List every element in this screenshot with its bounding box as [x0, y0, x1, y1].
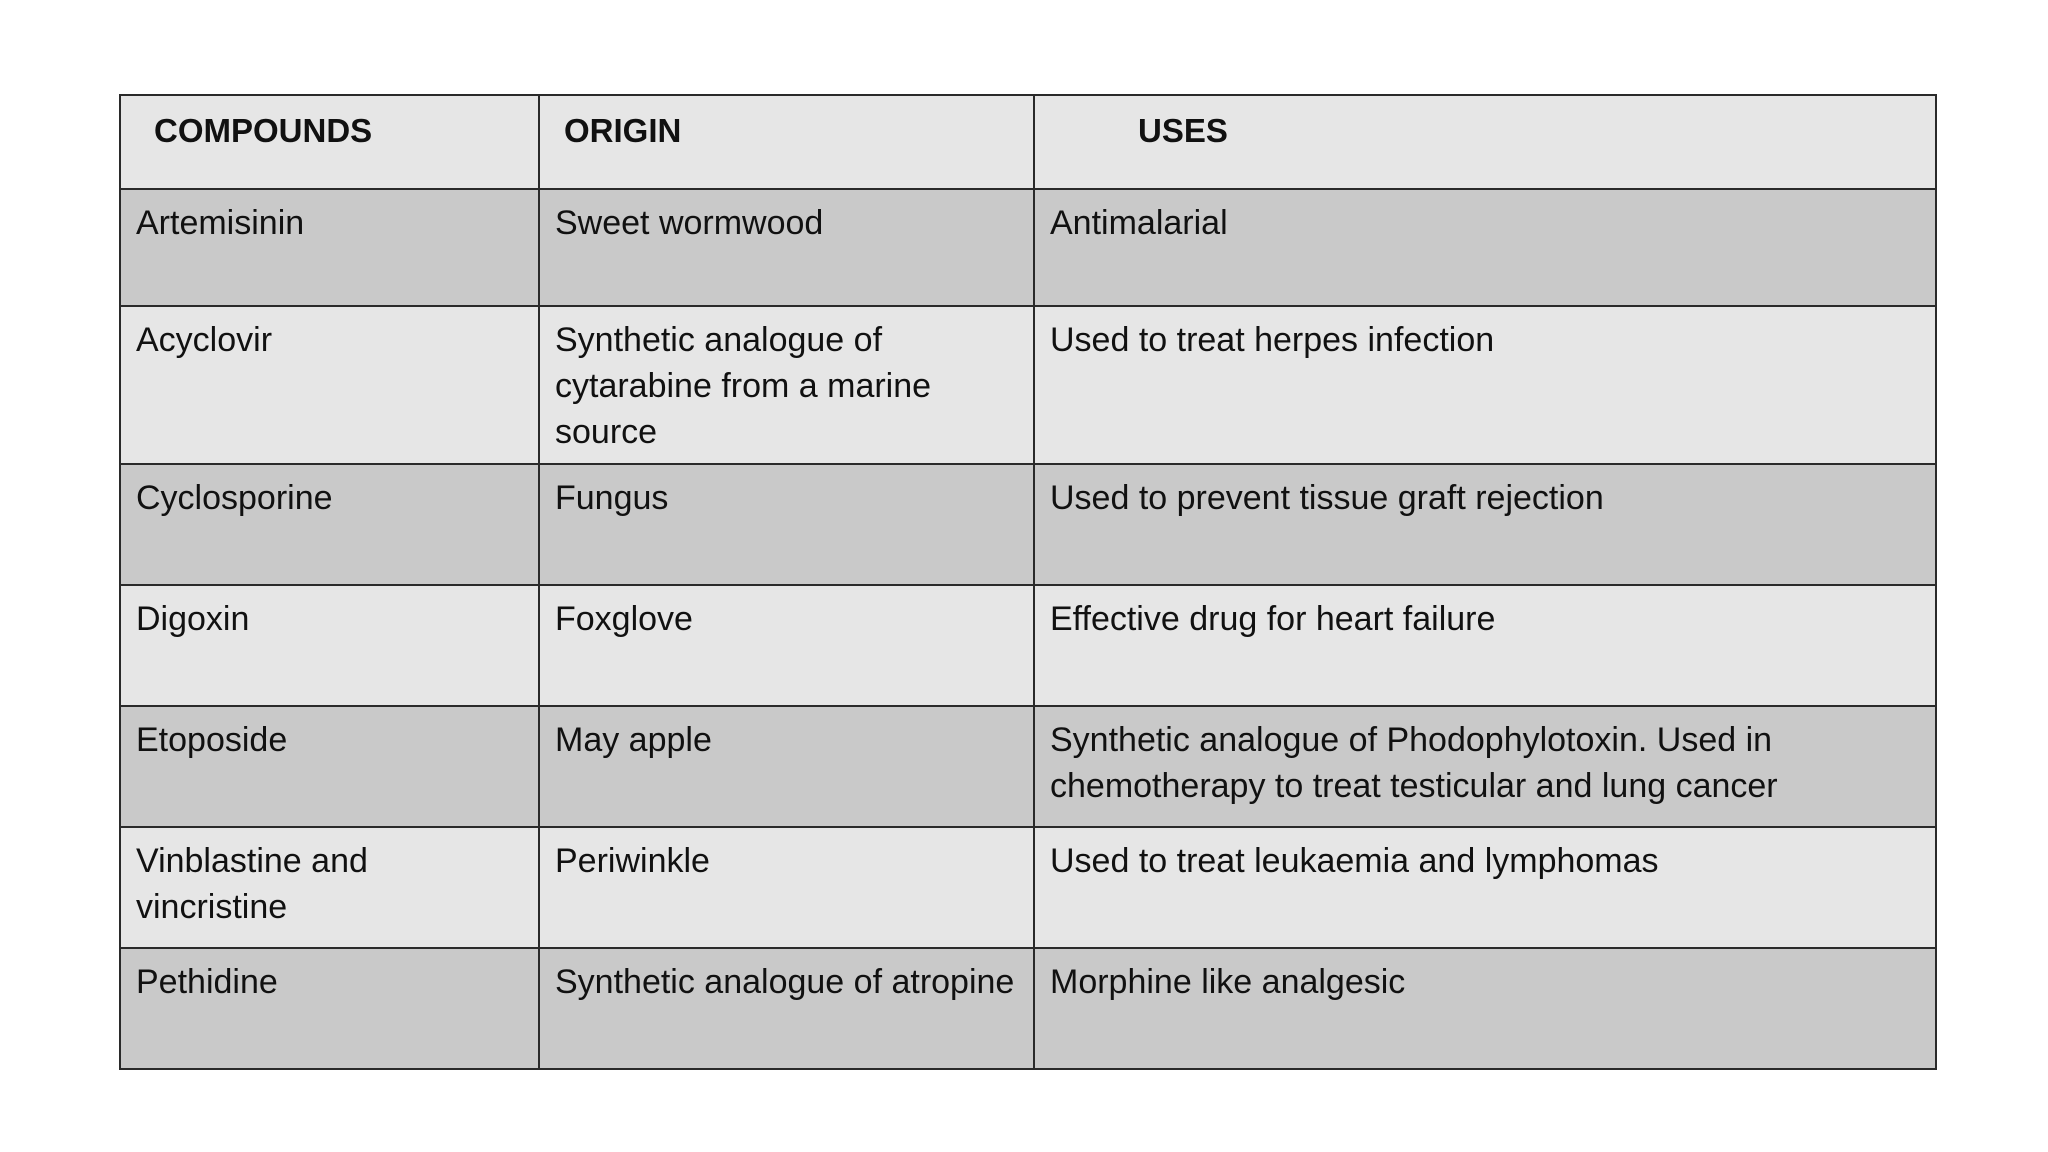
table-row: [120, 464, 1936, 585]
cell-origin: Synthetic analogue of atropine: [539, 948, 1034, 1069]
table-row: [120, 827, 1936, 948]
cell-uses: Used to treat leukaemia and lymphomas: [1034, 827, 1936, 948]
cell-compound: Artemisinin: [120, 189, 539, 306]
cell-uses: Used to prevent tissue graft rejection: [1034, 464, 1936, 585]
cell-compound: Etoposide: [120, 706, 539, 827]
cell-origin: Sweet wormwood: [539, 189, 1034, 306]
header-uses: USES: [1034, 95, 1936, 189]
cell-compound: Cyclosporine: [120, 464, 539, 585]
cell-origin: Periwinkle: [539, 827, 1034, 948]
cell-compound: Acyclovir: [120, 306, 539, 464]
cell-uses: Effective drug for heart failure: [1034, 585, 1936, 706]
header-compounds: COMPOUNDS: [120, 95, 539, 189]
cell-uses: Used to treat herpes infection: [1034, 306, 1936, 464]
cell-origin: Foxglove: [539, 585, 1034, 706]
table-header-row: [120, 95, 1936, 189]
table-row: [120, 948, 1936, 1069]
cell-compound: Vinblastine and vincristine: [120, 827, 539, 948]
table-row: [120, 706, 1936, 827]
compounds-table: [119, 94, 1937, 1070]
table-row: [120, 306, 1936, 464]
table-row: [120, 585, 1936, 706]
cell-compound: Digoxin: [120, 585, 539, 706]
cell-origin: Synthetic analogue of cytarabine from a marine source: [539, 306, 1034, 464]
table-row: [120, 189, 1936, 306]
cell-origin: Fungus: [539, 464, 1034, 585]
cell-uses: Synthetic analogue of Phodophylotoxin. Used in chemotherapy to treat testicular and lung cancer: [1034, 706, 1936, 827]
cell-uses: Antimalarial: [1034, 189, 1936, 306]
cell-uses: Morphine like analgesic: [1034, 948, 1936, 1069]
cell-compound: Pethidine: [120, 948, 539, 1069]
header-origin: ORIGIN: [539, 95, 1034, 189]
cell-origin: May apple: [539, 706, 1034, 827]
